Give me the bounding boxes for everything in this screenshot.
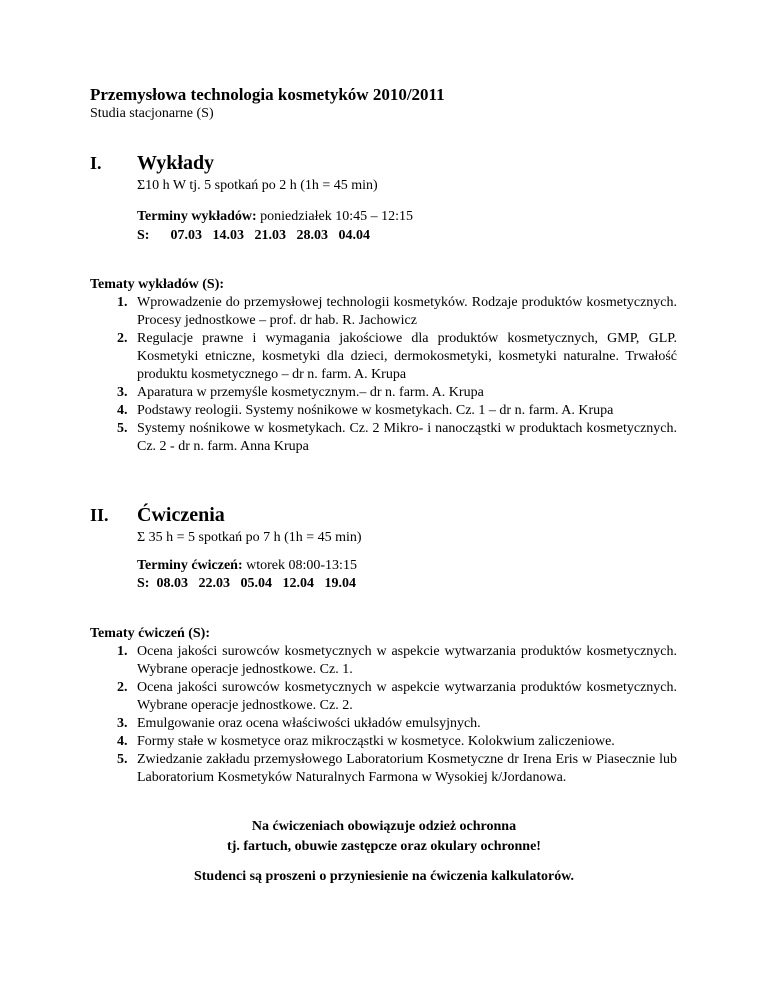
exercises-topics-heading: Tematy ćwiczeń (S): [90,626,211,641]
section-number: I. [90,153,102,173]
section-title: Ćwiczenia [137,504,225,526]
section-number: II. [90,505,109,525]
list-item: 3. Emulgowanie oraz ocena właściwości układów emulsyjnych. [117,716,481,731]
document-title: Przemysłowa technologia kosmetyków 2010/2011 [90,85,445,104]
list-item: 5. Systemy nośnikowe w kosmetykach. Cz. 2 Mikro- i nanocząstki w produktach kosmetycznych. Cz. 2 - dr n. farm. Anna Krupa [117,421,677,454]
list-item: 4. Podstawy reologii. Systemy nośnikowe w kosmetykach. Cz. 1 – dr n. farm. A. Krupa [117,403,614,418]
list-item: 5. Zwiedzanie zakładu przemysłowego Laboratorium Kosmetyczne dr Irena Eris w Piasecznie lub Laboratorium Kosmetyków Naturalnych Farmona w Wysokiej k/Jordanowa. [117,752,677,785]
exercises-sum: Σ 35 h = 5 spotkań po 7 h (1h = 45 min) [137,530,362,545]
exercises-dates: S: 08.03 22.03 05.04 12.04 19.04 [137,576,356,591]
notice-line-1: Na ćwiczeniach obowiązuje odzież ochronna [251,819,517,834]
section-title: Wykłady [137,152,215,174]
terms-value: poniedziałek 10:45 – 12:15 [256,209,413,224]
lectures-topics-list [90,294,677,456]
list-item: 4. Formy stałe w kosmetyce oraz mikrocząstki w kosmetyce. Kolokwium zaliczeniowe. [117,734,615,749]
notice-calculators: Studenci są proszeni o przyniesienie na ćwiczenia kalkulatorów. [193,869,575,884]
exercises-terms [137,557,357,575]
lectures-sum: Σ10 h W tj. 5 spotkań po 2 h (1h = 45 min) [137,178,378,193]
list-item: 2. Ocena jakości surowców kosmetycznych w aspekcie wytwarzania produktów kosmetycznych. Wybrane operacje jednostkowe. Cz. 2. [117,680,677,713]
terms-label: Terminy wykładów: [137,209,257,224]
list-item: 2. Regulacje prawne i wymagania jakościowe dla produktów kosmetycznych, GMP, GLP. Kosmetyki etniczne, kosmetyki dla dzieci, dermokosmetyki, kosmetyki naturalne. Trwałość produktu kosmetycznego – dr n. farm. A. Krupa [117,331,677,382]
list-item: 3. Aparatura w przemyśle kosmetycznym.– dr n. farm. A. Krupa [117,385,484,400]
list-item: 1. Ocena jakości surowców kosmetycznych w aspekcie wytwarzania produktów kosmetycznych. Wybrane operacje jednostkowe. Cz. 1. [117,644,677,677]
lectures-dates: S: 07.03 14.03 21.03 28.03 04.04 [137,228,370,243]
list-item: 1. Wprowadzenie do przemysłowej technologii kosmetyków. Rodzaje produktów kosmetycznych. Procesy jednostkowe – prof. dr hab. R. Jachowicz [117,295,677,328]
lectures-terms [137,208,413,226]
notice-protective-clothing [0,817,768,857]
notice-line-2: tj. fartuch, obuwie zastępcze oraz okulary ochronne! [227,839,541,854]
terms-value: wtorek 08:00-13:15 [242,558,357,573]
document-subtitle: Studia stacjonarne (S) [90,106,214,121]
exercises-topics-list [90,643,677,787]
lectures-topics-heading: Tematy wykładów (S): [90,277,225,292]
terms-label: Terminy ćwiczeń: [137,558,243,573]
